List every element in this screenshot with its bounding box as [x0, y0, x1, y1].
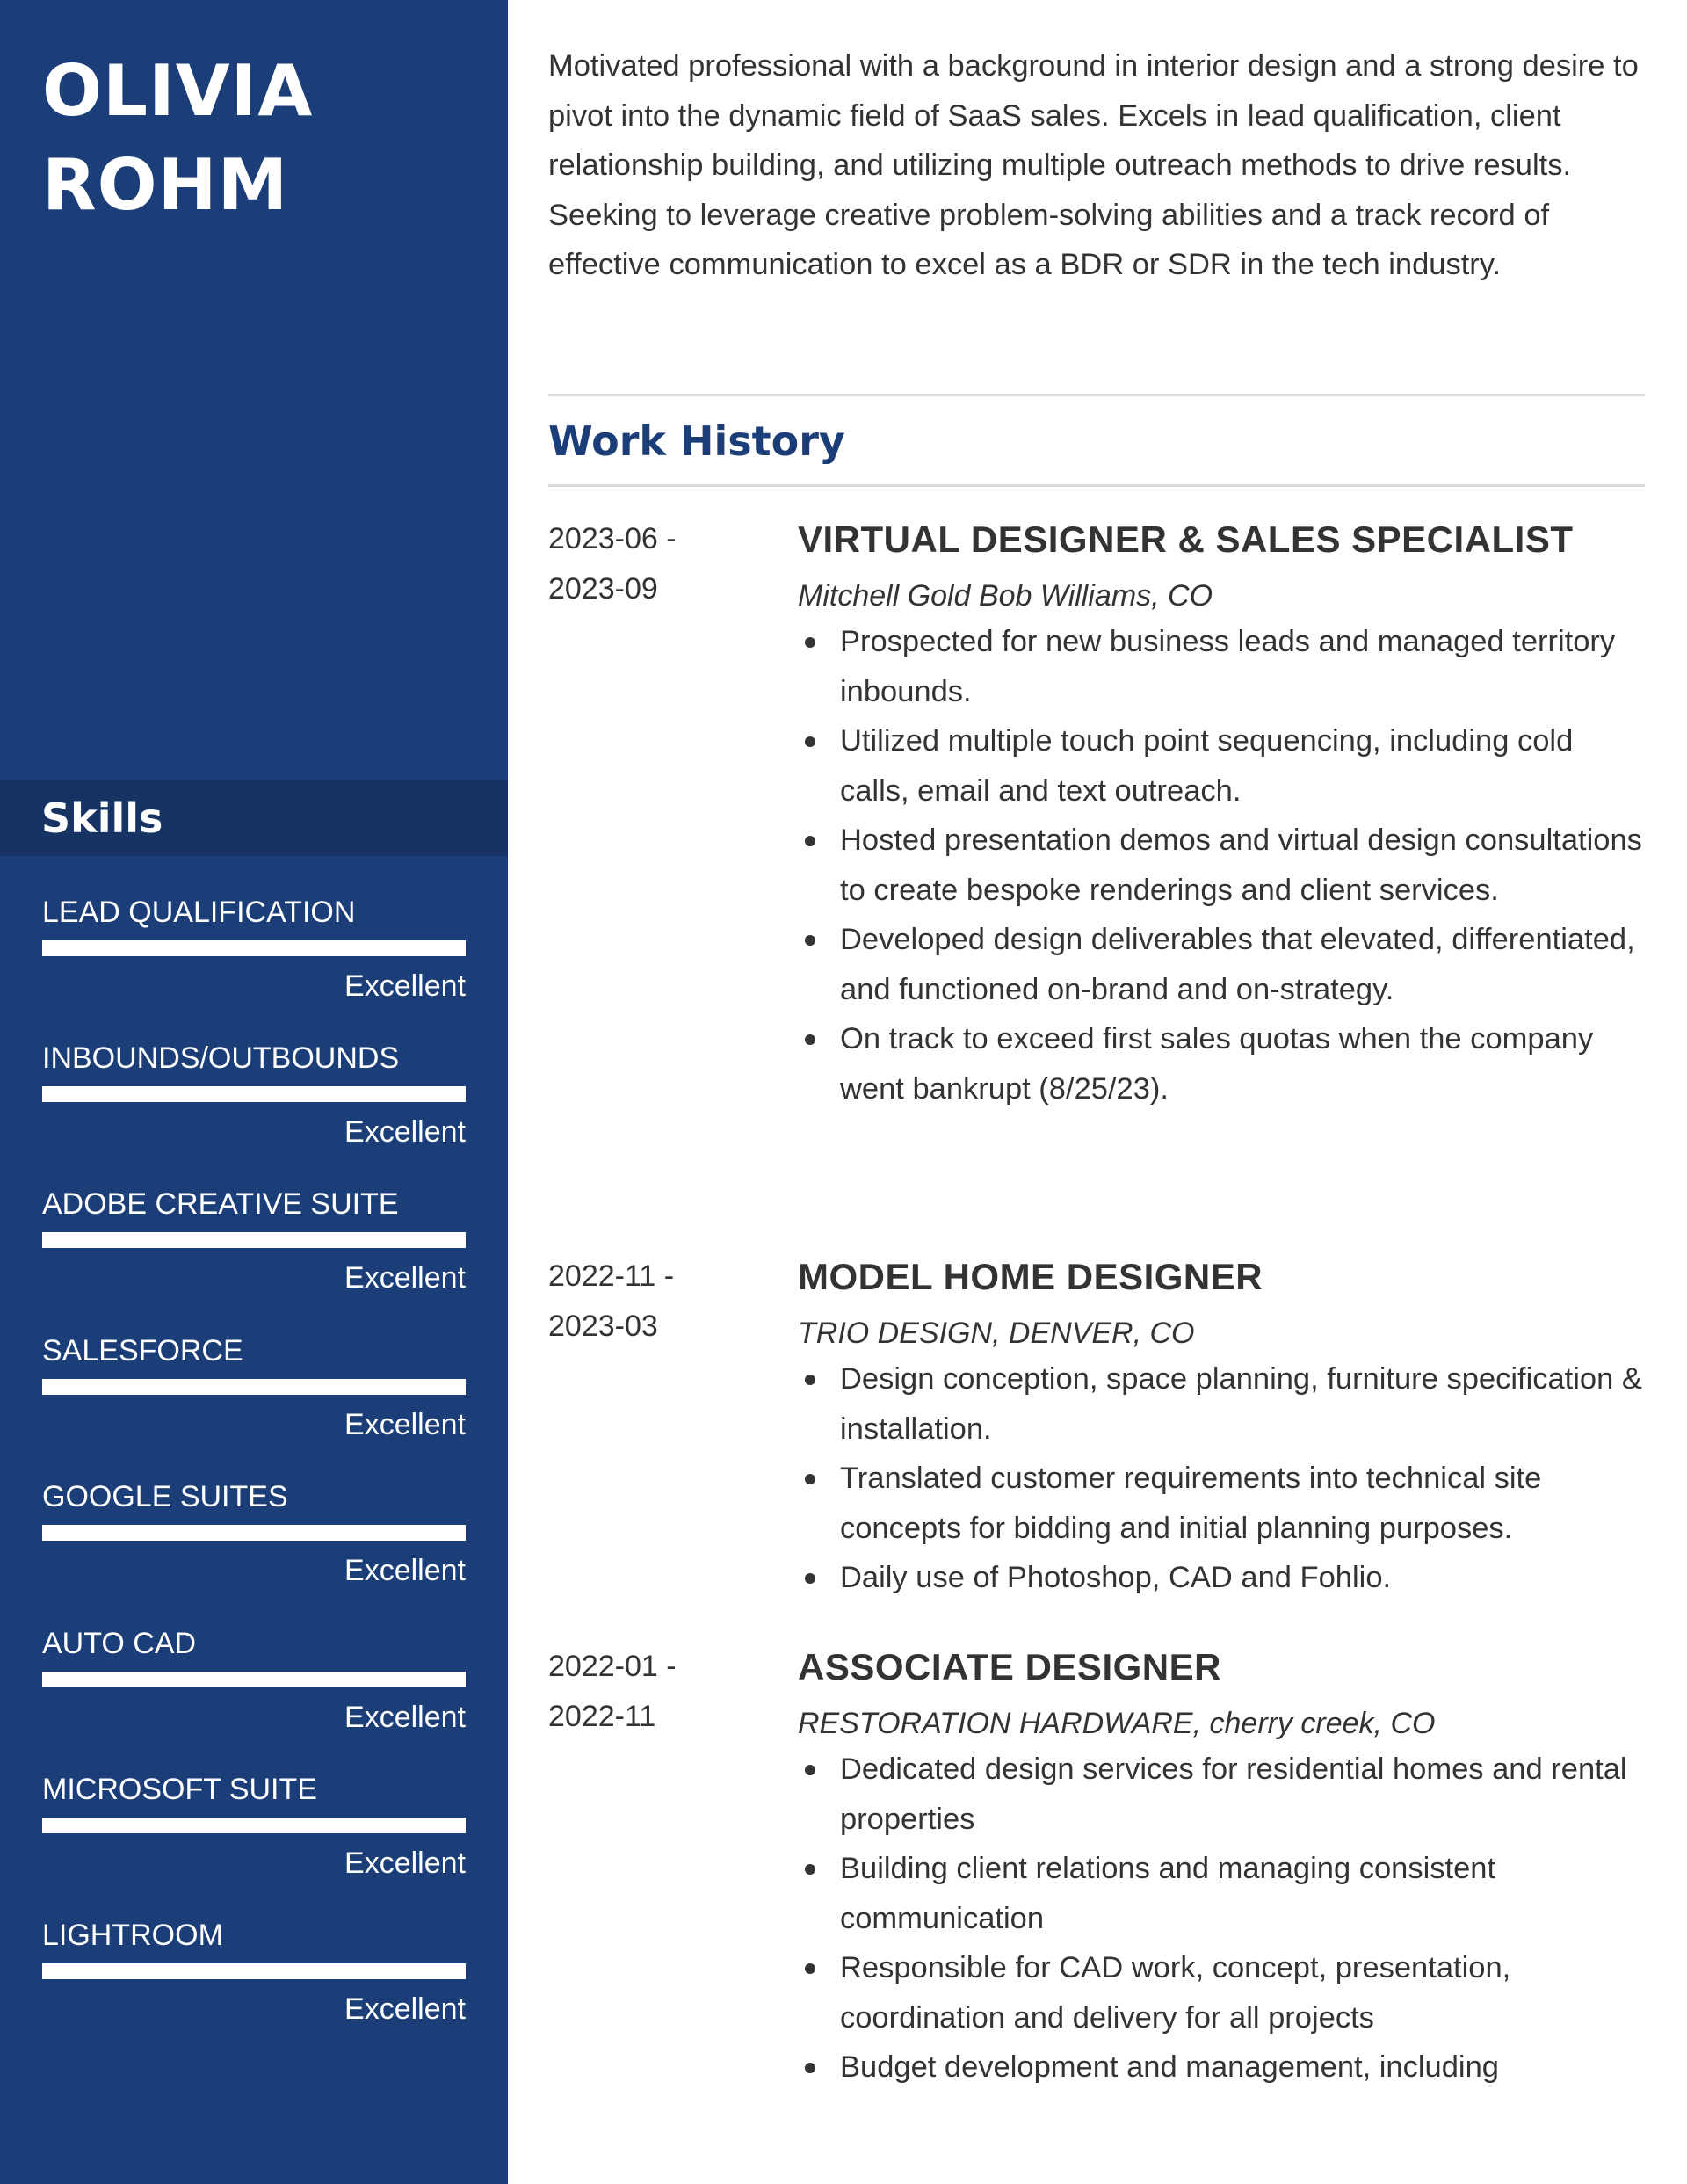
job-company: TRIO DESIGN, DENVER, CO	[798, 1317, 1195, 1350]
skill-item	[42, 1185, 466, 1331]
skill-name: LIGHTROOM	[42, 1919, 223, 1952]
skill-name: AUTO CAD	[42, 1627, 197, 1660]
skill-level: Excellent	[344, 969, 466, 1003]
job-details	[798, 1252, 1645, 1603]
job-bullet: Building client relations and managing consistent communication	[798, 1844, 1645, 1943]
skill-item	[42, 1624, 466, 1770]
job-bullet: Daily use of Photoshop, CAD and Fohlio.	[798, 1553, 1645, 1603]
job-end-date: 2023-03	[548, 1310, 658, 1343]
skill-level: Excellent	[344, 1847, 466, 1880]
skill-item	[42, 893, 466, 1039]
job-dates	[548, 1642, 777, 1742]
job-end-date: 2023-09	[548, 572, 658, 606]
skill-item	[42, 1916, 466, 2062]
skill-level: Excellent	[344, 1261, 466, 1295]
job-bullet: Dedicated design services for residential homes and rental properties	[798, 1745, 1645, 1844]
skill-bar-fill	[42, 940, 466, 956]
skill-level: Excellent	[344, 1115, 466, 1149]
job-bullets	[798, 1745, 1645, 2093]
skill-bar	[42, 1232, 466, 1248]
section-divider	[548, 484, 1645, 487]
sidebar	[0, 0, 508, 2184]
skill-bar	[42, 1525, 466, 1541]
job-start-date: 2022-01 -	[548, 1650, 677, 1683]
job-details	[798, 1642, 1645, 2093]
first-name: OLIVIA	[42, 50, 314, 132]
job-company: Mitchell Gold Bob Williams, CO	[798, 579, 1213, 613]
job-bullet: Prospected for new business leads and managed territory inbounds.	[798, 617, 1645, 716]
job-start-date: 2023-06 -	[548, 522, 677, 555]
skill-bar-fill	[42, 1086, 466, 1102]
skill-name: SALESFORCE	[42, 1334, 243, 1368]
job-title: VIRTUAL DESIGNER & SALES SPECIALIST	[798, 519, 1574, 560]
skill-name: ADOBE CREATIVE SUITE	[42, 1187, 399, 1221]
job-title: ASSOCIATE DESIGNER	[798, 1646, 1221, 1687]
skill-bar	[42, 1963, 466, 1979]
job-bullets	[798, 1354, 1645, 1603]
skill-bar	[42, 1086, 466, 1102]
skill-level: Excellent	[344, 1408, 466, 1441]
job-bullet: On track to exceed first sales quotas when the company went bankrupt (8/25/23).	[798, 1014, 1645, 1114]
job-bullet: Translated customer requirements into technical site concepts for bidding and initial planning purposes.	[798, 1454, 1645, 1553]
skill-level: Excellent	[344, 1992, 466, 2026]
skill-bar-fill	[42, 1525, 466, 1541]
skills-title: Skills	[41, 795, 163, 842]
job-bullet: Budget development and management, including	[798, 2043, 1645, 2093]
skill-bar	[42, 1672, 466, 1687]
skill-bar-fill	[42, 1232, 466, 1248]
skill-item	[42, 1331, 466, 1477]
skill-item	[42, 1477, 466, 1623]
job-bullets	[798, 617, 1645, 1114]
skill-name: LEAD QUALIFICATION	[42, 896, 356, 929]
job-bullet: Hosted presentation demos and virtual design consultations to create bespoke renderings and client services.	[798, 816, 1645, 915]
skill-item	[42, 1039, 466, 1185]
job-bullet: Developed design deliverables that elevated, differentiated, and functioned on-brand and on-strategy.	[798, 915, 1645, 1014]
job-end-date: 2022-11	[548, 1700, 656, 1733]
last-name: ROHM	[42, 144, 289, 226]
skill-bar	[42, 940, 466, 956]
job-dates	[548, 514, 777, 614]
job-bullet: Responsible for CAD work, concept, presentation, coordination and delivery for all projects	[798, 1943, 1645, 2043]
skill-bar-fill	[42, 1379, 466, 1395]
skill-level: Excellent	[344, 1701, 466, 1734]
job-bullet: Design conception, space planning, furniture specification & installation.	[798, 1354, 1645, 1454]
skill-bar	[42, 1379, 466, 1395]
job-company: RESTORATION HARDWARE, cherry creek, CO	[798, 1707, 1436, 1740]
skill-bar-fill	[42, 1672, 466, 1687]
skill-name: INBOUNDS/OUTBOUNDS	[42, 1041, 400, 1075]
job-dates	[548, 1252, 777, 1352]
section-divider	[548, 394, 1645, 396]
skill-bar	[42, 1818, 466, 1833]
skill-item	[42, 1770, 466, 1916]
professional-summary: Motivated professional with a background in interior design and a strong desire to pivot into the dynamic field of SaaS sales. Excels in lead qualification, client relationship building, and utilizing multiple outreach methods to drive results. Seeking to leverage creative problem-solving abilities and a track record of effective communication to excel as a BDR or SDR in the tech industry.	[548, 49, 1639, 281]
skill-level: Excellent	[344, 1554, 466, 1587]
skill-bar-fill	[42, 1963, 466, 1979]
job-details	[798, 514, 1645, 1114]
skills-header	[0, 780, 508, 856]
job-title: MODEL HOME DESIGNER	[798, 1256, 1263, 1297]
skill-name: GOOGLE SUITES	[42, 1480, 288, 1513]
job-start-date: 2022-11 -	[548, 1259, 675, 1293]
candidate-name	[42, 44, 313, 232]
job-bullet: Utilized multiple touch point sequencing, including cold calls, email and text outreach.	[798, 716, 1645, 816]
work-history-title: Work History	[548, 417, 845, 465]
skill-bar-fill	[42, 1818, 466, 1833]
skill-name: MICROSOFT SUITE	[42, 1773, 317, 1806]
